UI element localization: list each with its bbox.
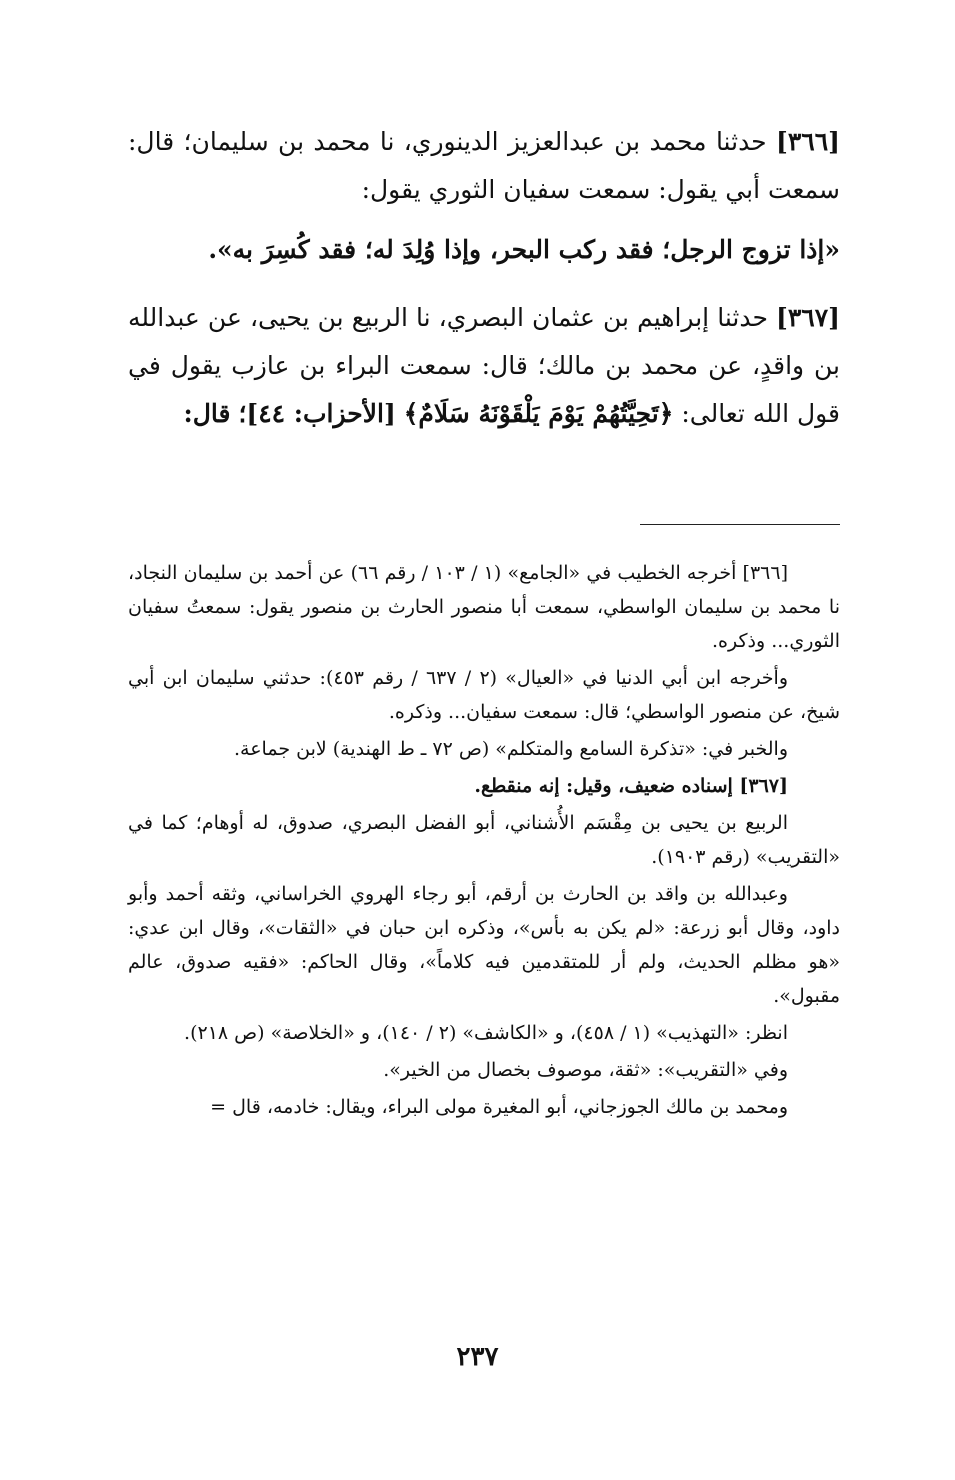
footnote-366-source: [٣٦٦] أخرجه الخطيب في «الجامع» (١ / ١٠٣ / رقم ٦٦) عن أحمد بن سليمان النجاد، نا محمد بن سليمان الواسطي، سمعت أبا منصور الحارث بن منصور يقول: سمعتُ سفيان الثوري... وذكره.	[128, 562, 840, 652]
main-text	[128, 118, 840, 438]
entry-367	[128, 294, 840, 438]
verse-reference: [الأحزاب: ٤٤]؛	[238, 399, 396, 428]
footnote-divider	[640, 524, 840, 525]
entry-366-text: حدثنا محمد بن عبدالعزيز الدينوري، نا محمد بن سليمان؛ قال: سمعت أبي يقول: سمعت سفيان الثوري يقول:	[128, 127, 840, 204]
quote-366: «إذا تزوج الرجل؛ فقد ركب البحر، وإذا وُلِدَ له؛ فقد كُسِرَ به».	[208, 235, 840, 264]
footnote-366-second-source: وأخرجه ابن أبي الدنيا في «العيال» (٢ / ٦٣٧ / رقم ٤٥٣): حدثني سليمان ابن أبي شيخ، عن منصور الواسطي؛ قال: سمعت سفيان... وذكره.	[128, 667, 840, 723]
entry-367-text: حدثنا إبراهيم بن عثمان البصري، نا الربيع بن يحيى، عن عبدالله بن واقدٍ، عن محمد بن مالك؛ قال: سمعت البراء بن عازب يقول في قول الله تعالى:	[128, 303, 840, 428]
footnote-367-narrator-abdullah: وعبدالله بن واقد بن الحارث بن أرقم، أبو رجاء الهروي الخراساني، وثقه أحمد وأبو داود، وقال أبو زرعة: «لم يكن به بأس»، وذكره ابن حبان في «الثقات»، وقال ابن عدي: «هو مظلم الحديث، ولم أر للمتقدمين فيه كلاماً»، وقال الحاكم: «فقيه صدوق، عالم مقبول».	[128, 883, 840, 1007]
footnote-367-see-also: انظر: «التهذيب» (١ / ٤٥٨)، و «الكاشف» (٢ / ١٤٠)، و «الخلاصة» (ص ٢١٨).	[184, 1022, 788, 1044]
footnote-366-reference: والخبر في: «تذكرة السامع والمتكلم» (ص ٧٢ ـ ط الهندية) لابن جماعة.	[233, 738, 788, 760]
footnote-367-grading: [٣٦٧] إسناده ضعيف، وقيل: إنه منقطع.	[474, 775, 788, 797]
entry-number-367: [٣٦٧]	[776, 303, 840, 332]
quran-verse: ﴿تَحِيَّتُهُمْ يَوْمَ يَلْقَوْنَهُ سَلَامٌ﴾	[403, 399, 674, 428]
footnote-367-narrator-rabi: الربيع بن يحيى بن مِقْسَم الأُشناني، أبو الفضل البصري، صدوق، له أوهام؛ كما في «التقريب» (رقم ١٩٠٣).	[128, 812, 840, 868]
page-number: ٢٣٧	[456, 1342, 499, 1372]
footnotes	[128, 556, 840, 1127]
entry-number-366: [٣٦٦]	[776, 127, 840, 156]
footnote-367-taqrib: وفي «التقريب»: «ثقة، موصوف بخصال من الخير».	[383, 1059, 788, 1081]
footnote-367-narrator-muhammad: ومحمد بن مالك الجوزجاني، أبو المغيرة مولى البراء، ويقال: خادمه، قال =	[210, 1096, 788, 1118]
entry-367-closing: قال:	[183, 399, 231, 428]
entry-366	[128, 118, 840, 214]
